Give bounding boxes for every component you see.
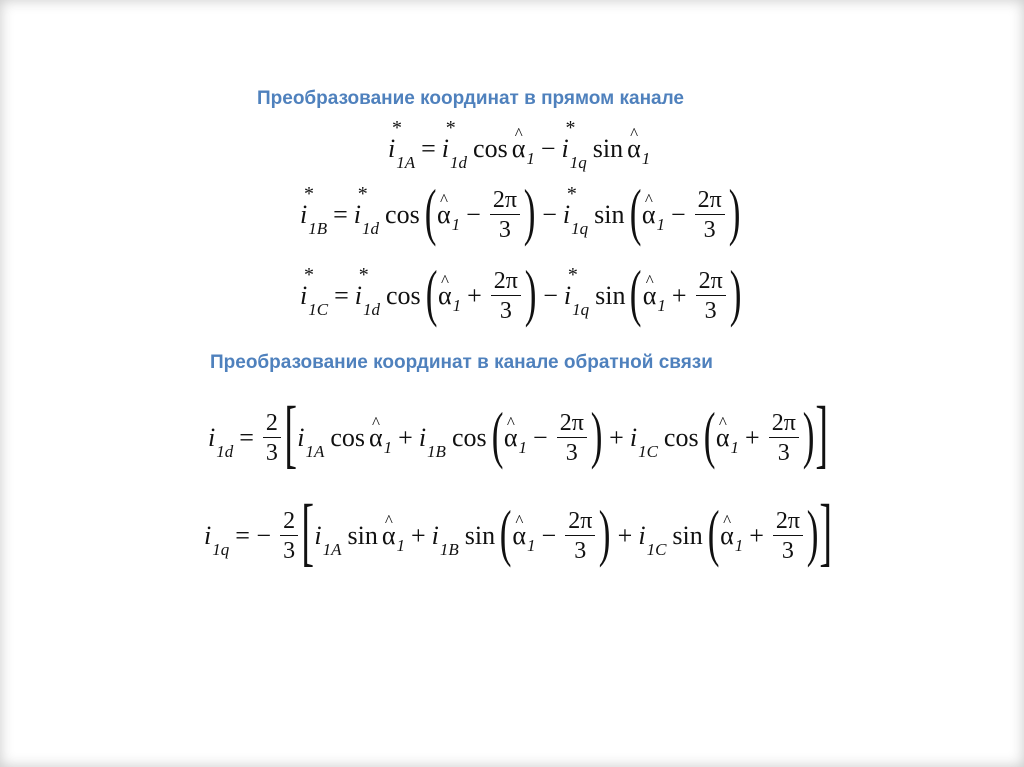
math-alpha: α: [437, 281, 452, 310]
math-two-pi: 2π: [695, 188, 725, 215]
var-i1q-star: [561, 117, 587, 172]
math-lparen: (: [425, 257, 438, 328]
math-two: 2: [263, 411, 281, 438]
var-i1q-star: [562, 183, 589, 238]
math-two-pi: 2π: [491, 269, 521, 296]
math-lparen: (: [499, 497, 512, 568]
math-sub-1C: 1C: [638, 442, 658, 461]
alpha-hat: [369, 425, 383, 451]
math-alpha-sub: 1: [452, 295, 462, 315]
var-i1c: [629, 423, 658, 461]
math-plus: +: [749, 521, 764, 550]
math-alpha: α: [720, 521, 734, 550]
equation-i1q: [204, 490, 833, 574]
heading-feedback-channel: Преобразование координат в канале обратной связи: [210, 352, 713, 373]
math-lbrack: [: [284, 392, 297, 476]
alpha-hat: [643, 283, 657, 309]
math-two-pi: 2π: [565, 509, 595, 536]
math-sin: sin: [594, 200, 625, 229]
math-three: 3: [498, 217, 511, 243]
math-plus: +: [745, 423, 760, 452]
math-alpha: α: [437, 200, 451, 229]
math-plus: +: [609, 423, 624, 452]
math-rparen: ): [806, 497, 819, 568]
math-sub-1A: 1A: [322, 540, 342, 559]
math-i: i: [418, 423, 427, 452]
math-alpha: α: [627, 134, 641, 163]
math-alpha-sub: 1: [526, 148, 535, 168]
math-rparen: ): [728, 176, 741, 247]
fraction-2pi-3: [565, 509, 595, 563]
math-three: 3: [265, 440, 278, 466]
math-sin: sin: [592, 134, 624, 163]
equation-i1b: [300, 176, 741, 247]
var-i1a: [314, 521, 342, 559]
math-sub-1d: 1d: [362, 300, 380, 319]
heading-direct-channel: Преобразование координат в прямом канале: [257, 88, 684, 109]
fraction-2pi-3: [491, 269, 521, 323]
math-lparen: (: [629, 176, 642, 247]
math-i: i: [638, 521, 646, 550]
fraction-2pi-3: [773, 509, 803, 563]
math-i: i: [204, 521, 212, 550]
math-i: i: [300, 200, 308, 229]
math-rparen: ): [729, 257, 742, 328]
math-two-pi: 2π: [557, 411, 587, 438]
math-three: 3: [574, 538, 587, 564]
var-i1a: [297, 423, 325, 461]
var-i1c-star: [300, 264, 329, 319]
math-alpha: α: [715, 423, 730, 452]
math-lparen: (: [707, 497, 720, 568]
math-sin: sin: [672, 521, 703, 550]
math-i: i: [208, 423, 216, 452]
math-two-pi: 2π: [769, 411, 799, 438]
math-three: 3: [499, 298, 512, 324]
math-rparen: ): [524, 257, 537, 328]
equation-i1d: [208, 392, 829, 476]
math-i: i: [561, 134, 569, 163]
var-i1b: [431, 521, 459, 559]
math-star: *: [357, 183, 368, 205]
alpha-hat: [716, 425, 730, 451]
fraction-2pi-3: [696, 269, 726, 323]
math-star: *: [304, 264, 314, 286]
var-i1d: [208, 423, 234, 461]
var-i1d-star: [441, 117, 468, 172]
math-alpha: α: [369, 423, 383, 452]
math-rparen: ): [599, 497, 611, 568]
math-i: i: [563, 281, 572, 310]
math-minus: −: [533, 423, 548, 452]
alpha-hat: [504, 425, 518, 451]
fraction-2-3: [263, 411, 281, 465]
math-sin: sin: [464, 521, 496, 550]
fraction-2pi-3: [695, 188, 725, 242]
math-lparen: (: [491, 399, 504, 470]
math-two-pi: 2π: [696, 269, 726, 296]
math-star: *: [445, 117, 456, 139]
math-three: 3: [565, 440, 578, 466]
math-i: i: [388, 134, 396, 163]
math-i: i: [314, 521, 322, 550]
math-lbrack: [: [301, 490, 315, 574]
equation-i1a: [388, 117, 651, 172]
fraction-2pi-3: [490, 188, 520, 242]
equation-i1c: [300, 257, 742, 328]
math-three: 3: [704, 298, 717, 324]
math-i: i: [431, 521, 439, 550]
math-cos: cos: [385, 200, 420, 229]
alpha-hat: [512, 523, 526, 549]
math-rparen: ): [802, 399, 815, 470]
math-sub-1q: 1q: [571, 219, 589, 238]
math-eq: =: [421, 134, 436, 163]
math-plus: +: [410, 521, 426, 550]
math-i: i: [562, 200, 571, 229]
math-sub-1A: 1A: [305, 442, 325, 461]
alpha-hat: [627, 136, 641, 162]
math-star: *: [565, 117, 576, 139]
math-star: *: [392, 117, 402, 139]
alpha-hat: [642, 202, 656, 228]
math-minus: −: [466, 200, 481, 229]
math-i: i: [441, 134, 450, 163]
math-alpha-sub: 1: [734, 535, 744, 555]
math-i: i: [297, 423, 305, 452]
math-two: 2: [280, 509, 298, 536]
math-sub-1d: 1d: [450, 153, 468, 172]
math-lparen: (: [630, 257, 642, 328]
math-sub-1C: 1C: [308, 300, 329, 319]
math-eq: =: [334, 281, 349, 310]
math-cos: cos: [385, 281, 421, 310]
math-sub-1d: 1d: [362, 219, 380, 238]
math-alpha-sub: 1: [527, 535, 536, 555]
math-star: *: [358, 264, 369, 286]
math-minus: −: [540, 134, 556, 163]
math-alpha-sub: 1: [730, 437, 740, 457]
math-star: *: [566, 183, 577, 205]
math-rparen: ): [590, 399, 603, 470]
fraction-2pi-3: [769, 411, 799, 465]
math-sub-1C: 1C: [646, 540, 667, 559]
math-lparen: (: [703, 399, 716, 470]
math-sub-1B: 1B: [308, 219, 328, 238]
math-eq-minus: = −: [235, 521, 272, 550]
var-i1a-star: [388, 117, 416, 172]
math-sub-1d: 1d: [216, 442, 234, 461]
math-minus: −: [541, 521, 557, 550]
fraction-2pi-3: [557, 411, 587, 465]
math-star: *: [567, 264, 578, 286]
var-i1c: [638, 521, 667, 559]
var-i1b-star: [300, 183, 328, 238]
math-sin: sin: [347, 521, 378, 550]
math-i: i: [353, 200, 362, 229]
math-sin: sin: [595, 281, 626, 310]
fraction-2-3: [280, 509, 298, 563]
math-alpha-sub: 1: [641, 148, 651, 168]
math-rparen: ): [523, 176, 536, 247]
math-minus: −: [543, 281, 558, 310]
math-i: i: [300, 281, 308, 310]
var-i1d-star: [354, 264, 380, 319]
math-three: 3: [283, 538, 296, 564]
math-star: *: [304, 183, 314, 205]
math-sub-1q: 1q: [569, 153, 587, 172]
math-alpha: α: [381, 521, 396, 550]
math-rbrack: ]: [819, 490, 833, 574]
math-alpha-sub: 1: [383, 437, 393, 457]
alpha-hat: [720, 523, 734, 549]
math-plus: +: [398, 423, 413, 452]
var-i1b: [418, 423, 446, 461]
math-sub-1q: 1q: [212, 540, 230, 559]
math-cos: cos: [330, 423, 366, 452]
math-alpha: α: [641, 200, 656, 229]
math-cos: cos: [451, 423, 487, 452]
math-plus: +: [617, 521, 633, 550]
math-eq: =: [239, 423, 254, 452]
math-lparen: (: [424, 176, 437, 247]
math-minus: −: [542, 200, 557, 229]
math-three: 3: [703, 217, 716, 243]
math-i: i: [629, 423, 638, 452]
math-two-pi: 2π: [490, 188, 520, 215]
math-alpha-sub: 1: [657, 295, 666, 315]
alpha-hat: [382, 523, 396, 549]
var-i1q-star: [563, 264, 590, 319]
math-plus: +: [467, 281, 482, 310]
math-three: 3: [777, 440, 790, 466]
math-sub-1q: 1q: [572, 300, 590, 319]
math-cos: cos: [473, 134, 508, 163]
alpha-hat: [438, 283, 452, 309]
math-two-pi: 2π: [773, 509, 803, 536]
math-alpha-sub: 1: [396, 535, 405, 555]
math-three: 3: [781, 538, 794, 564]
math-sub-1B: 1B: [439, 540, 459, 559]
math-minus: −: [670, 200, 686, 229]
math-sub-1A: 1A: [396, 153, 416, 172]
math-alpha-sub: 1: [656, 214, 665, 234]
math-i: i: [354, 281, 362, 310]
math-alpha: α: [503, 423, 518, 452]
math-alpha-sub: 1: [518, 437, 528, 457]
alpha-hat: [437, 202, 451, 228]
math-plus: +: [671, 281, 687, 310]
math-eq: =: [333, 200, 348, 229]
alpha-hat: [512, 136, 526, 162]
math-alpha: α: [642, 281, 657, 310]
var-i1q: [204, 521, 230, 559]
math-alpha-sub: 1: [451, 214, 461, 234]
var-i1d-star: [353, 183, 380, 238]
math-cos: cos: [663, 423, 699, 452]
math-sub-1B: 1B: [427, 442, 446, 461]
math-rbrack: ]: [815, 392, 829, 476]
math-alpha: α: [512, 521, 527, 550]
math-alpha: α: [511, 134, 526, 163]
